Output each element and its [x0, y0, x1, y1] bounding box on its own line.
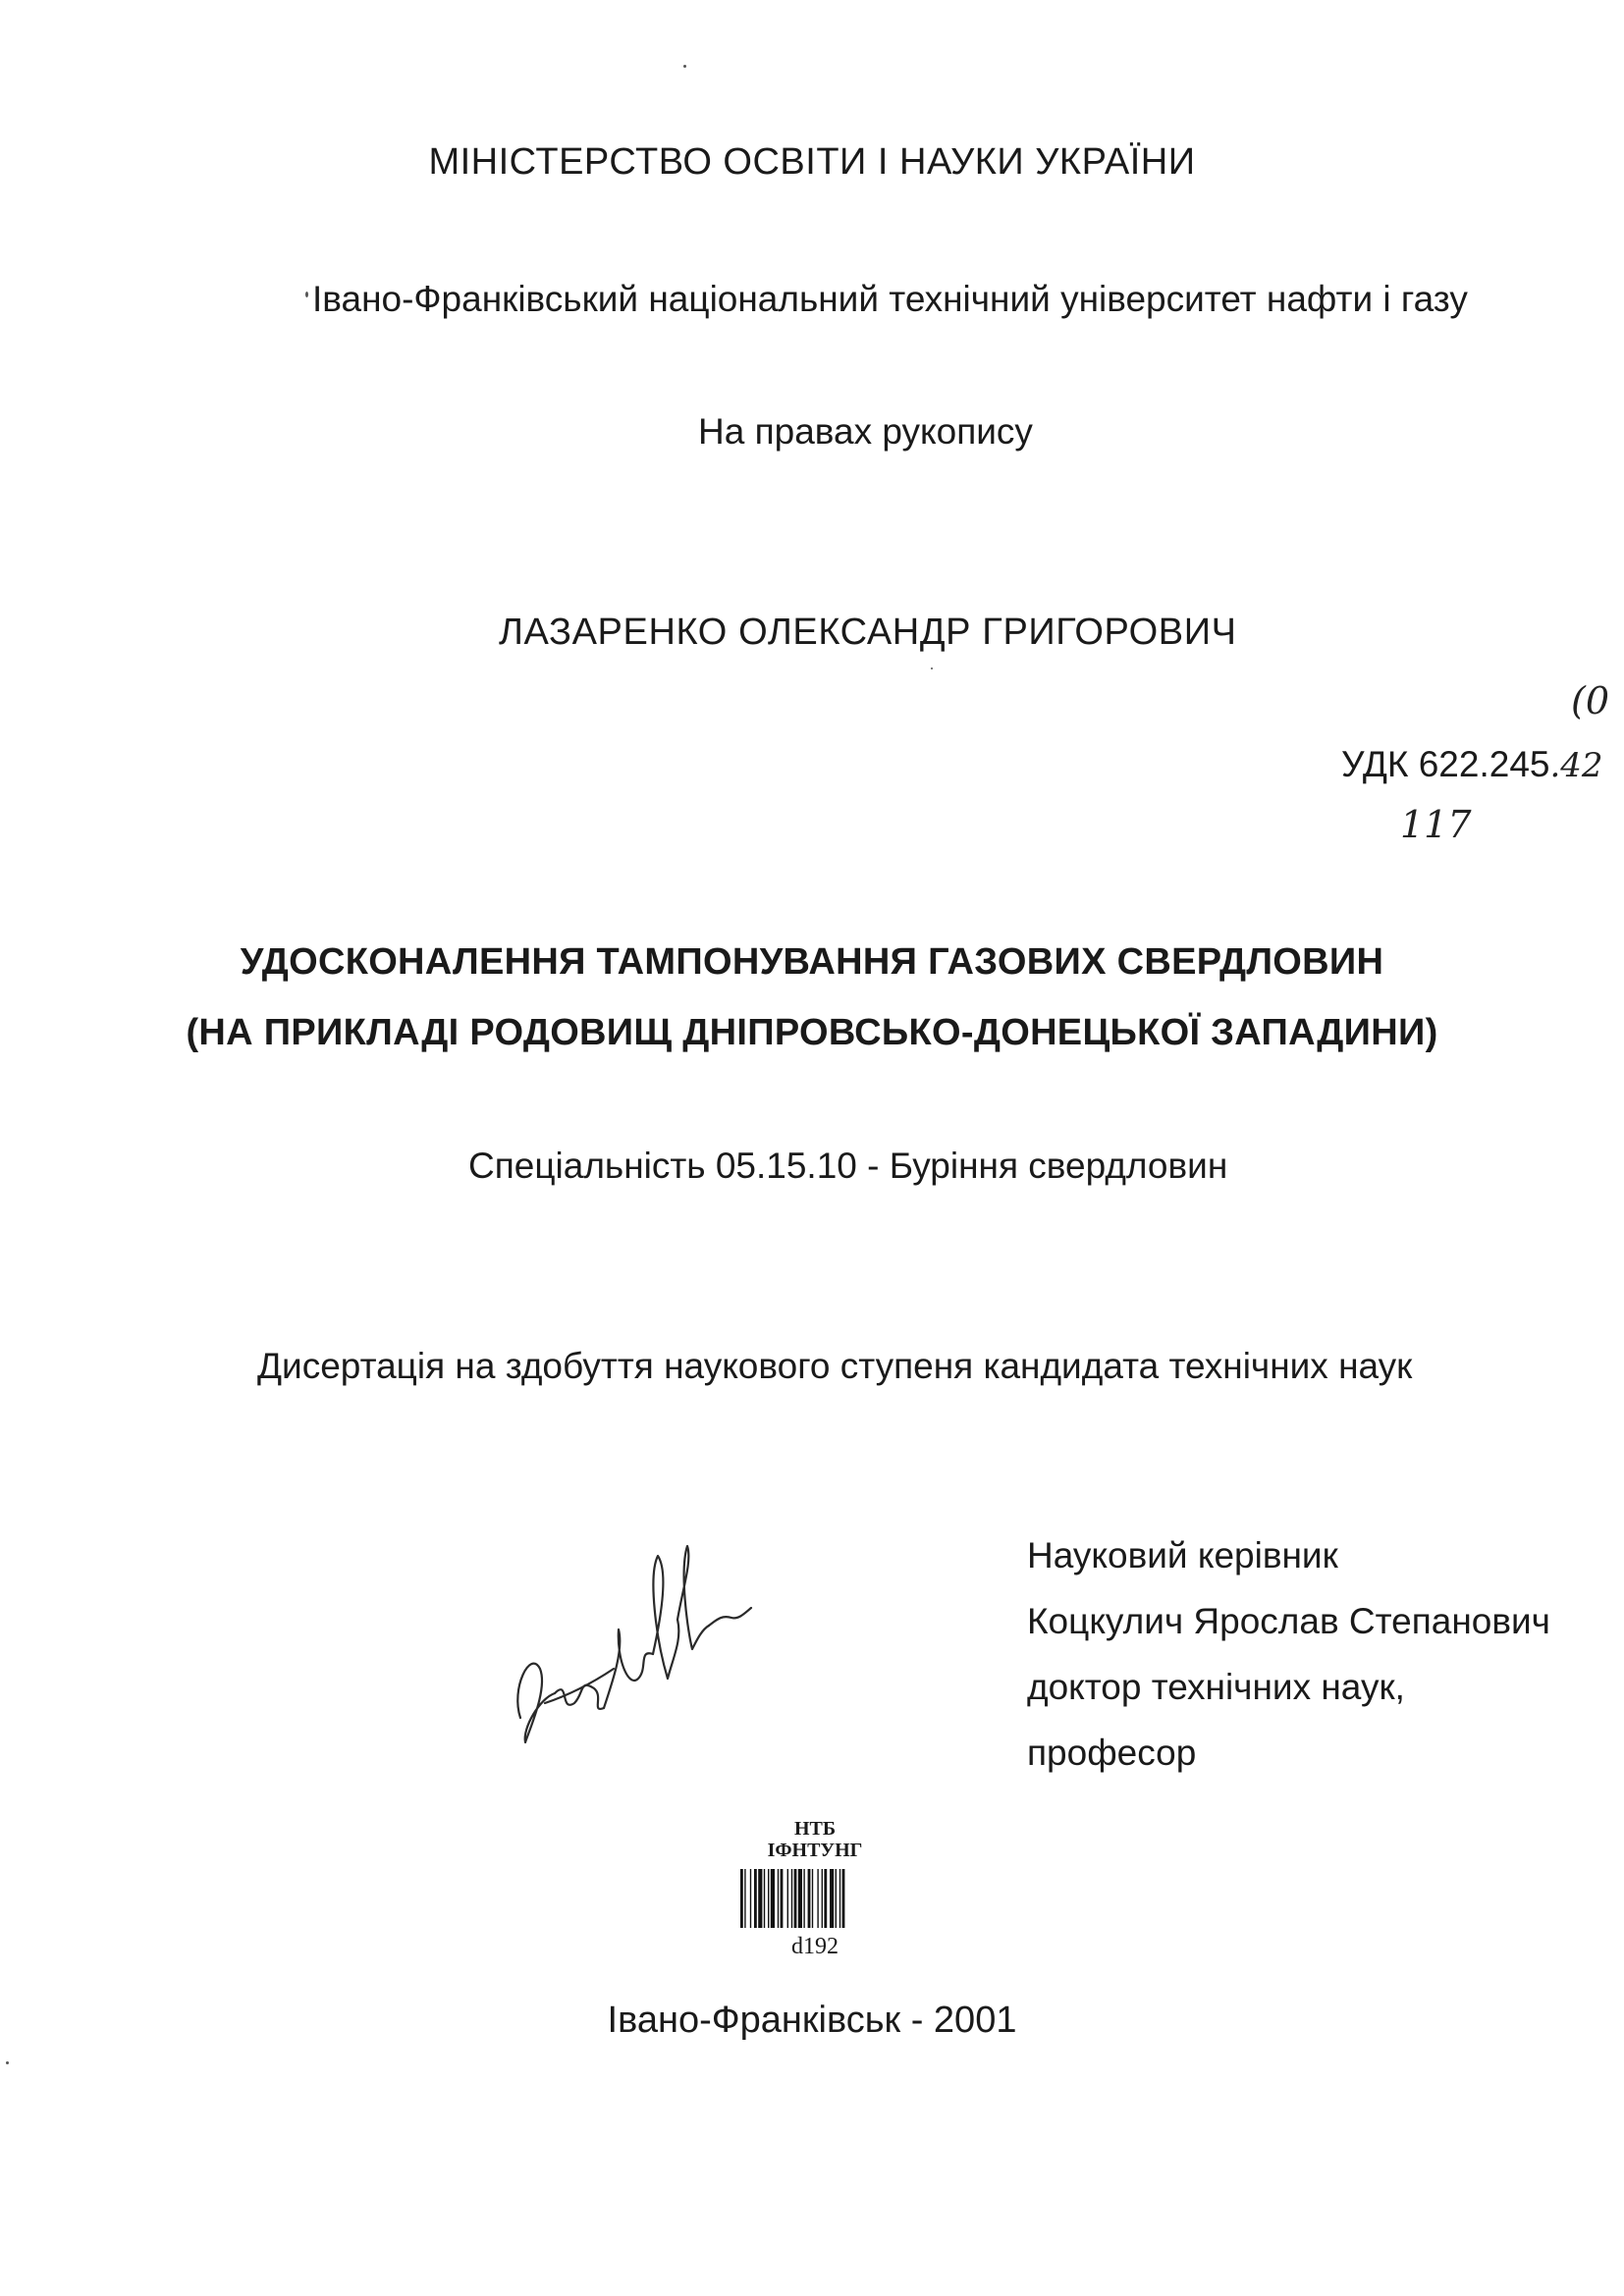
barcode-bar	[798, 1869, 802, 1928]
barcode-bar	[768, 1869, 769, 1928]
barcode-bar	[781, 1869, 784, 1928]
thesis-title-line-1: УДОСКОНАЛЕННЯ ТАМПОНУВАННЯ ГАЗОВИХ СВЕРДЛОВИН	[240, 941, 1384, 983]
dissertation-degree-line: Дисертація на здобуття наукового ступеня кандидата технічних наук	[257, 1346, 1413, 1386]
barcode-bar	[787, 1869, 788, 1928]
barcode-bar	[836, 1869, 837, 1928]
handwritten-udc-annotation-bottom: 117	[1400, 803, 1472, 846]
barcode-bar	[842, 1869, 845, 1928]
barcode-bar	[778, 1869, 779, 1928]
barcode-bar	[754, 1869, 757, 1928]
barcode-bar	[830, 1869, 834, 1928]
manuscript-note: На правах рукопису	[698, 411, 1033, 452]
advisor-name: Коцкулич Ярослав Степанович	[1027, 1601, 1550, 1641]
author-signature	[501, 1531, 756, 1767]
barcode-bar	[744, 1869, 745, 1928]
advisor-degree: доктор технічних наук,	[1027, 1667, 1405, 1707]
ministry-heading: МІНІСТЕРСТВО ОСВІТИ І НАУКИ УКРАЇНИ	[428, 141, 1196, 183]
handwritten-udc-suffix: .42	[1549, 746, 1603, 785]
barcode-bar	[839, 1869, 840, 1928]
library-stamp-line-2: ІФНТУНГ	[767, 1840, 863, 1861]
barcode-bar	[740, 1869, 743, 1928]
barcode-bar	[771, 1869, 775, 1928]
thesis-title-line-2: (НА ПРИКЛАДІ РОДОВИЩ ДНІПРОВСЬКО-ДОНЕЦЬКОЇ ЗАПАДИНИ)	[186, 1012, 1438, 1053]
scan-speck	[683, 65, 686, 68]
scan-speck	[6, 2061, 9, 2064]
university-name: Івано-Франківський національний технічний університет нафти і газу	[312, 279, 1468, 319]
barcode-bar	[794, 1869, 797, 1928]
barcode-bar	[817, 1869, 818, 1928]
library-stamp-line-1: НТБ	[793, 1818, 837, 1840]
barcode-bar	[803, 1869, 804, 1928]
library-stamp	[727, 1818, 903, 1959]
barcode-bar	[758, 1869, 762, 1928]
udc-classification	[1341, 743, 1603, 787]
place-and-year: Івано-Франківськ - 2001	[607, 2000, 1017, 2041]
barcode-bar	[764, 1869, 765, 1928]
barcode-bar	[824, 1869, 827, 1928]
barcode-bar	[750, 1869, 751, 1928]
handwritten-udc-annotation-top: (0	[1571, 679, 1610, 722]
advisor-role: Науковий керівник	[1027, 1535, 1338, 1575]
udc-printed: УДК 622.245	[1341, 744, 1550, 784]
scan-speck	[931, 667, 933, 669]
barcode-bar	[822, 1869, 823, 1928]
advisor-title: професор	[1027, 1733, 1197, 1773]
barcode-bar	[812, 1869, 813, 1928]
scan-speck	[305, 292, 308, 297]
specialty-line: Спеціальність 05.15.10 - Буріння свердловин	[468, 1146, 1228, 1186]
library-stamp-code: d192	[791, 1934, 839, 1959]
author-name: ЛАЗАРЕНКО ОЛЕКСАНДР ГРИГОРОВИЧ	[499, 612, 1237, 653]
library-barcode	[736, 1867, 893, 1930]
barcode-bar	[808, 1869, 811, 1928]
barcode-bar	[791, 1869, 792, 1928]
